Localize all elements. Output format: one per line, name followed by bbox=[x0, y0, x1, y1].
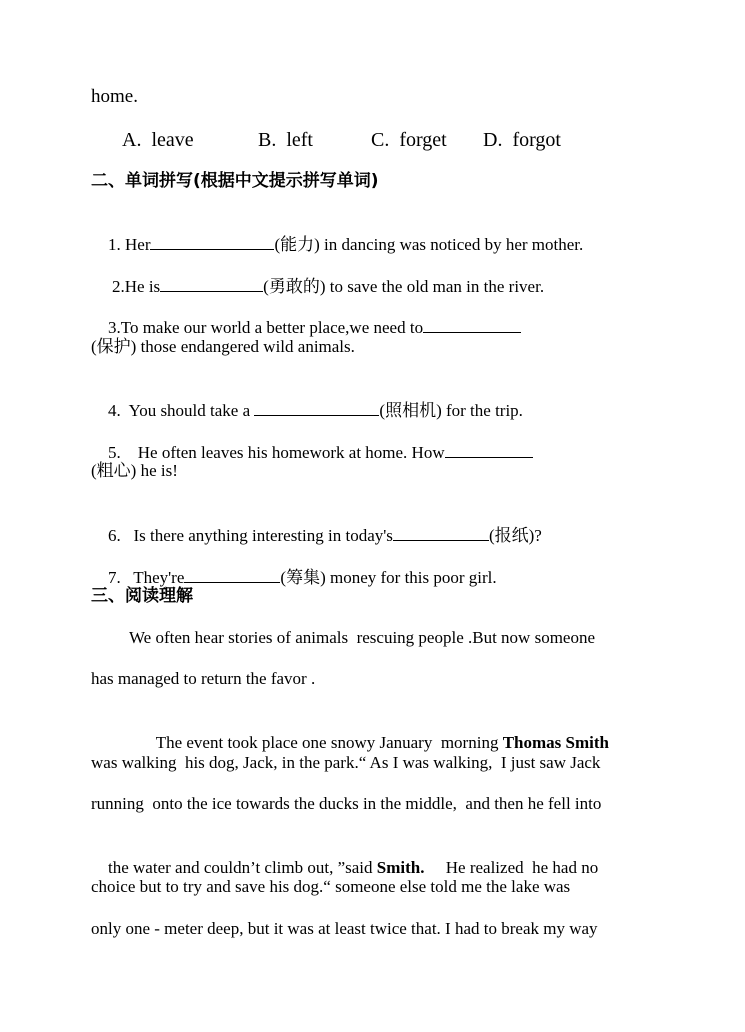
section-heading-reading: 三、阅读理解 bbox=[91, 586, 193, 606]
answer-blank[interactable] bbox=[160, 275, 263, 292]
passage-text: He realized he had no bbox=[424, 858, 599, 877]
item-hint: (照相机) for the trip. bbox=[379, 401, 523, 420]
answer-blank[interactable] bbox=[445, 441, 533, 458]
item-hint: (勇敢的) to save the old man in the river. bbox=[263, 277, 545, 296]
section-heading-spelling: 二、单词拼写(根据中文提示拼写单词) bbox=[91, 171, 379, 191]
passage-line: We often hear stories of animals rescuing people .But now someone bbox=[129, 628, 596, 647]
option-d: D. forgot bbox=[483, 129, 561, 151]
item-text: 3.To make our world a better place,we need to bbox=[108, 318, 424, 337]
item-text: 2.He is bbox=[112, 277, 161, 296]
passage-line: running onto the ice towards the ducks in the middle, and then he fell into bbox=[91, 794, 602, 813]
answer-blank[interactable] bbox=[254, 399, 379, 416]
answer-blank[interactable] bbox=[393, 524, 489, 541]
option-b: B. left bbox=[258, 129, 313, 151]
item-text: 1. Her bbox=[108, 235, 151, 254]
person-name: Smith. bbox=[376, 858, 425, 877]
passage-text: The event took place one snowy January morning bbox=[155, 733, 503, 752]
previous-question-tail: home. bbox=[91, 86, 138, 107]
option-c: C. forget bbox=[371, 129, 447, 151]
answer-blank[interactable] bbox=[150, 233, 274, 250]
spelling-item-5-continued: (粗心) he is! bbox=[91, 461, 178, 480]
person-name: Thomas Smith bbox=[502, 733, 609, 752]
item-hint: (能力) in dancing was noticed by her mother. bbox=[274, 235, 584, 254]
item-hint: (筹集) money for this poor girl. bbox=[280, 568, 497, 587]
passage-line: only one - meter deep, but it was at least twice that. I had to break my way bbox=[91, 919, 598, 938]
option-a: A. leave bbox=[122, 129, 194, 151]
passage-line: choice but to try and save his dog.“ someone else told me the lake was bbox=[91, 877, 571, 896]
passage-line: was walking his dog, Jack, in the park.“ As I was walking, I just saw Jack bbox=[91, 753, 601, 772]
spelling-item-3-continued: (保护) those endangered wild animals. bbox=[91, 337, 355, 356]
item-hint: (报纸)? bbox=[488, 526, 542, 545]
answer-blank[interactable] bbox=[423, 316, 521, 333]
passage-line: has managed to return the favor . bbox=[91, 669, 316, 688]
item-text: 4. You should take a bbox=[108, 401, 255, 420]
answer-blank[interactable] bbox=[184, 566, 280, 583]
item-text: 5. He often leaves his homework at home. How bbox=[108, 443, 445, 462]
passage-text: the water and couldn’t climb out, ”said bbox=[108, 858, 377, 877]
item-text: 7. They're bbox=[108, 568, 185, 587]
item-text: 6. Is there anything interesting in today's bbox=[108, 526, 393, 545]
